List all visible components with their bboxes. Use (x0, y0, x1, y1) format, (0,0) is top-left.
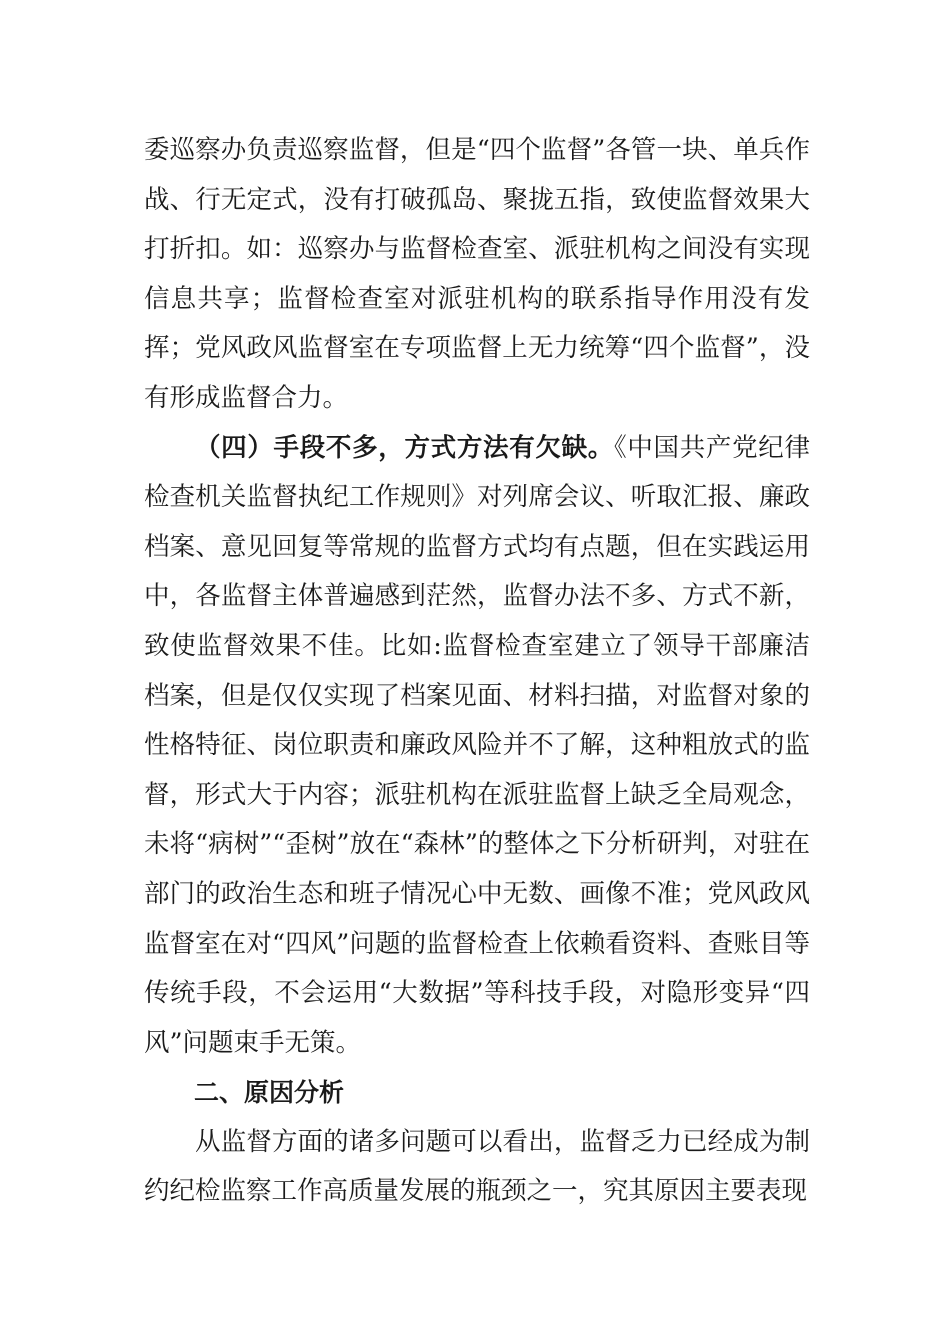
paragraph-four (144, 424, 810, 1069)
document-body (144, 126, 810, 1217)
paragraph-continuation (144, 126, 810, 424)
paragraph-continuation-text: 委巡察办负责巡察监督，但是“四个监督”各管一块、单兵作战、行无定式，没有打破孤岛、聚拢五指，致使监督效果大打折扣。如：巡察办与监督检查室、派驻机构之间没有实现信息共享；监督检查室对派驻机构的联系指导作用没有发挥；党风政风监督室在专项监督上无力统筹“四个监督”，没有形成监督合力。 (144, 135, 810, 413)
paragraph-analysis-text: 从监督方面的诸多问题可以看出，监督乏力已经成为制约纪检监察工作高质量发展的瓶颈之一，究其原因主要表现 (144, 1126, 810, 1207)
section-heading-cause-analysis: 二、原因分析 (194, 1078, 345, 1108)
paragraph-analysis (144, 1118, 810, 1217)
paragraph-four-lead: （四）手段不多，方式方法有欠缺。 (195, 432, 614, 463)
paragraph-four-body: 《中国共产党纪律检查机关监督执纪工作规则》对列席会议、听取汇报、廉政档案、意见回复等常规的监督方式均有点题，但在实践运用中，各监督主体普遍感到茫然，监督办法不多、方式不新，致使监督效果不佳。比如:监督检查室建立了领导干部廉洁档案，但是仅仅实现了档案见面、材料扫描，对监督对象的性格特征、岗位职责和廉政风险并不了解，这种粗放式的监督，形式大于内容；派驻机构在派驻监督上缺乏全局观念，未将“病树”“歪树”放在“森林”的整体之下分析研判，对驻在部门的政治生态和班子情况心中无数、画像不准；党风政风监督室在对“四风”问题的监督检查上依赖看资料、查账目等传统手段，不会运用“大数据”等科技手段，对隐形变异“四风”问题束手无策。 (144, 432, 810, 1058)
